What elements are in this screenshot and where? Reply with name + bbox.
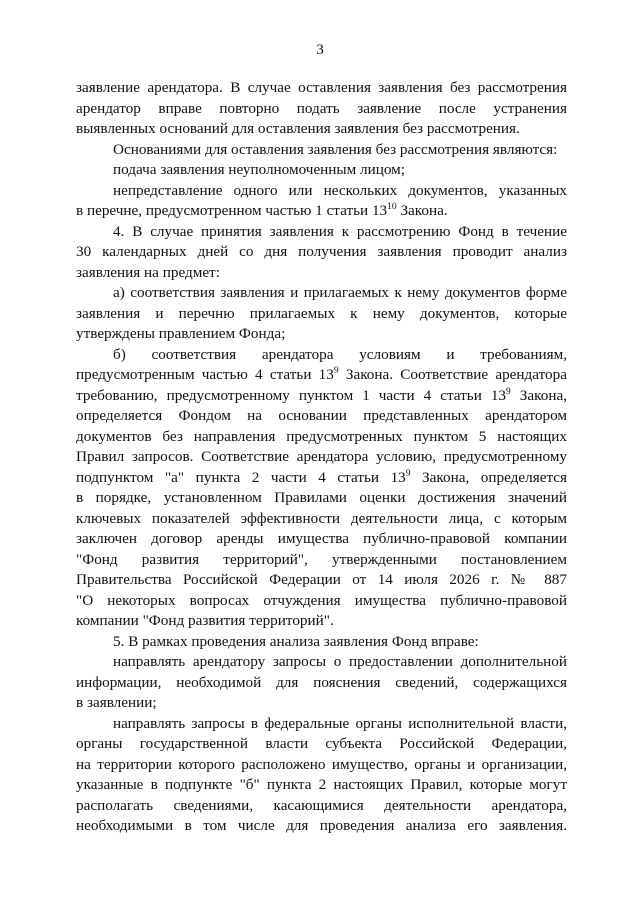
text-line — [76, 427, 567, 448]
text-line — [76, 632, 567, 653]
line-text: органы государственной власти субъекта Российской Федерации, — [76, 735, 567, 752]
line-text: определяется Фондом на основании представленных арендатором — [76, 407, 567, 424]
text-line — [76, 78, 567, 99]
superscript: 9 — [405, 468, 411, 479]
text-line — [76, 468, 567, 489]
text-line — [76, 529, 567, 550]
text-line — [76, 509, 567, 530]
text-line — [76, 304, 567, 325]
text-line — [76, 570, 567, 591]
line-text-continued: Закона, определяется — [410, 468, 567, 486]
line-text: в порядке, установленном Правилами оценки достижения значений — [76, 489, 567, 506]
line-text: непредставление одного или нескольких документов, указанных — [113, 181, 567, 199]
text-line — [76, 345, 567, 366]
line-text-continued: Закона, — [510, 386, 567, 404]
text-line — [76, 386, 567, 407]
text-line — [76, 673, 567, 694]
line-text: на территории которого расположено имущество, органы и организации, — [76, 755, 567, 773]
line-text: в перечне, предусмотренном частью 1 статьи 13 — [76, 202, 388, 219]
line-text: Основаниями для оставления заявления без рассмотрения являются: — [113, 140, 558, 158]
text-line — [76, 201, 567, 222]
line-text: "Фонд развития территорий", утвержденными постановлением — [76, 550, 567, 568]
line-text: ключевых показателей эффективности деятельности лица, с которым — [76, 509, 567, 527]
text-line — [76, 447, 567, 468]
line-text: компании "Фонд развития территорий". — [76, 612, 334, 629]
superscript: 9 — [506, 386, 511, 397]
superscript: 10 — [387, 202, 397, 212]
text-line — [76, 119, 567, 140]
line-text: утверждены правлением Фонда; — [76, 325, 286, 342]
text-line — [76, 796, 567, 817]
text-line — [76, 160, 567, 181]
line-text: направлять арендатору запросы о предоставлении дополнительной — [113, 653, 567, 670]
text-line — [76, 140, 567, 161]
line-text: информации, необходимой для пояснения сведений, содержащихся — [76, 673, 567, 691]
text-line — [76, 263, 567, 284]
text-line — [76, 283, 567, 304]
line-text: б) соответствия арендатора условиям и требованиям, — [113, 345, 567, 363]
text-line — [76, 488, 567, 509]
line-text: а) соответствия заявления и прилагаемых к нему документов форме — [113, 284, 567, 301]
text-line — [76, 365, 567, 386]
line-text: располагать сведениями, касающимися деятельности арендатора, — [76, 796, 567, 814]
line-text: необходимыми в том числе для проведения анализа его заявления. — [76, 817, 567, 834]
line-text: направлять запросы в федеральные органы исполнительной власти, — [113, 714, 567, 732]
line-text: Правил запросов. Соответствие арендатора условию, предусмотренному — [76, 448, 567, 465]
line-text: документов без направления предусмотренных пунктом 5 настоящих — [76, 427, 567, 445]
text-line — [76, 591, 567, 612]
text-line — [76, 734, 567, 755]
line-text: заявление арендатора. В случае оставления заявления без рассмотрения — [76, 79, 567, 96]
line-text: предусмотренным частью 4 статьи 13 — [76, 366, 334, 383]
line-text: заявления на предмет: — [76, 263, 220, 281]
line-text: заявления и перечню прилагаемых к нему документов, которые — [76, 304, 567, 322]
line-text: в заявлении; — [76, 694, 157, 711]
line-text: заключен договор аренды имущества публично-правовой компании — [76, 530, 567, 547]
text-line — [76, 324, 567, 345]
line-text: требованию, предусмотренному пунктом 1 части 4 статьи 13 — [76, 386, 507, 404]
text-line — [76, 99, 567, 120]
line-text: арендатор вправе повторно подать заявление после устранения — [76, 99, 567, 117]
line-text: подпунктом "а" пункта 2 части 4 статьи 13 — [76, 468, 406, 486]
text-line — [76, 714, 567, 735]
text-line — [76, 242, 567, 263]
text-line — [76, 550, 567, 571]
line-text: 4. В случае принятия заявления к рассмотрению Фонд в течение — [113, 222, 567, 240]
line-text: указанные в подпункте "б" пункта 2 настоящих Правил, которые могут — [76, 776, 567, 793]
line-text: подача заявления неуполномоченным лицом; — [113, 161, 406, 178]
text-line — [76, 775, 567, 796]
superscript: 9 — [333, 366, 339, 376]
line-text: "О некоторых вопросах отчуждения имущества публично-правовой — [76, 591, 567, 609]
text-line — [76, 816, 567, 837]
text-line — [76, 693, 567, 714]
page-number: 3 — [316, 41, 324, 58]
line-text: 5. В рамках проведения анализа заявления Фонд вправе: — [113, 632, 479, 650]
text-line — [76, 755, 567, 776]
text-line — [76, 181, 567, 202]
line-text-continued: Закона. Соответствие арендатора — [338, 366, 567, 383]
line-text-continued: Закона. — [396, 202, 448, 219]
text-line — [76, 611, 567, 632]
line-text: выявленных оснований для оставления заявления без рассмотрения. — [76, 120, 520, 137]
text-line — [76, 406, 567, 427]
text-line — [76, 652, 567, 673]
line-text: 30 календарных дней со дня получения заявления проводит анализ — [76, 243, 567, 260]
line-text: Правительства Российской Федерации от 14 июля 2026 г. № 887 — [76, 571, 567, 588]
body-text — [76, 78, 567, 837]
text-line — [76, 222, 567, 243]
